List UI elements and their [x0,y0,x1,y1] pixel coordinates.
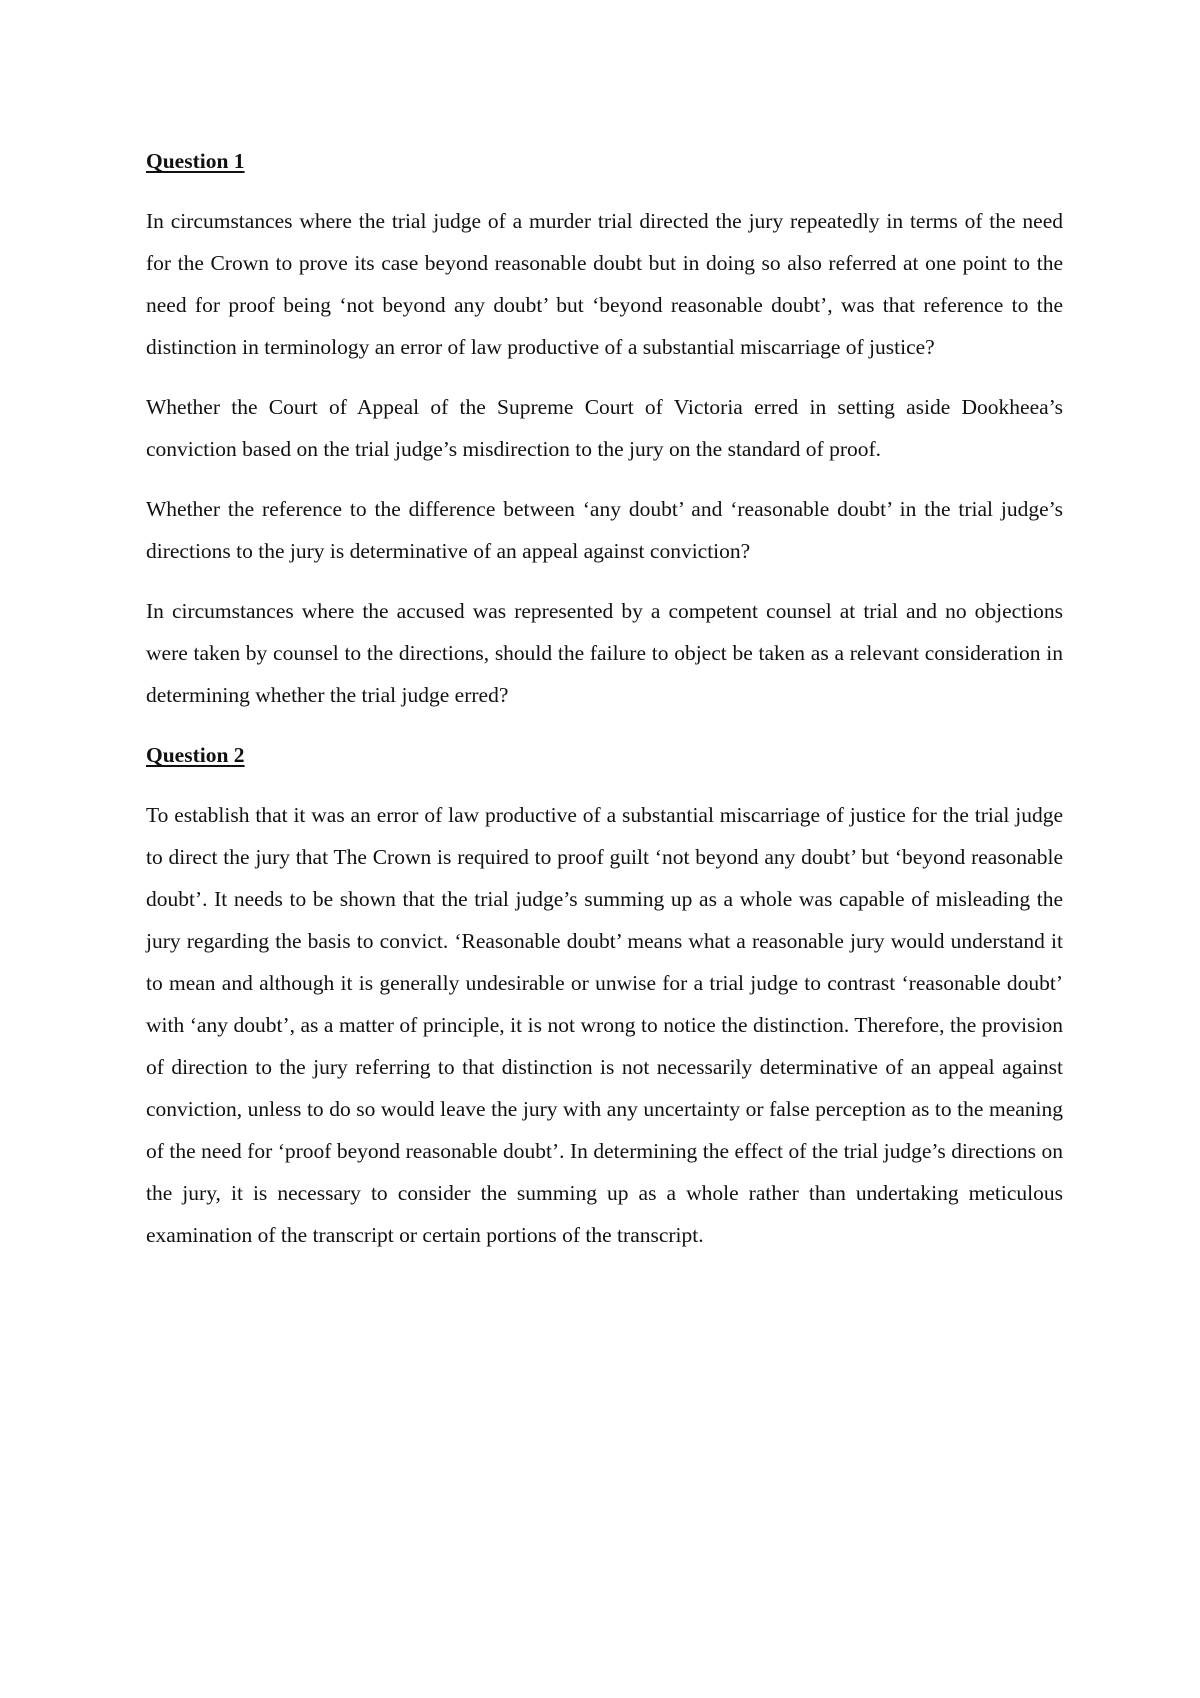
question-1-paragraph-3: Whether the reference to the difference between ‘any doubt’ and ‘reasonable doubt’ in the trial judge’s directions to the jury is determinative of an appeal against conviction? [146,497,1063,563]
question-2-paragraph-1: To establish that it was an error of law productive of a substantial miscarriage of justice for the trial judge to direct the jury that The Crown is required to proof guilt ‘not beyond any doubt’ but ‘beyond reasonable doubt’. It needs to be shown that the trial judge’s summing up as a whole was capable of misleading the jury regarding the basis to convict. ‘Reasonable doubt’ means what a reasonable jury would understand it to mean and although it is generally undesirable or unwise for a trial judge to contrast ‘reasonable doubt’ with ‘any doubt’, as a matter of principle, it is not wrong to notice the distinction. Therefore, the provision of direction to the jury referring to that distinction is not necessarily determinative of an appeal against conviction, unless to do so would leave the jury with any uncertainty or false perception as to the meaning of the need for ‘proof beyond reasonable doubt’. In determining the effect of the trial judge’s directions on the jury, it is necessary to consider the summing up as a whole rather than undertaking meticulous examination of the transcript or certain portions of the transcript. [146,803,1063,1247]
question-2-heading: Question 2 [146,743,245,767]
question-1-paragraph-1: In circumstances where the trial judge of a murder trial directed the jury repeatedly in terms of the need for the Crown to prove its case beyond reasonable doubt but in doing so also referred at one point to the need for proof being ‘not beyond any doubt’ but ‘beyond reasonable doubt’, was that reference to the distinction in terminology an error of law productive of a substantial miscarriage of justice? [146,209,1063,359]
question-1-paragraph-2: Whether the Court of Appeal of the Supreme Court of Victoria erred in setting aside Dookheea’s conviction based on the trial judge’s misdirection to the jury on the standard of proof. [146,395,1063,461]
question-1-paragraph-4: In circumstances where the accused was represented by a competent counsel at trial and no objections were taken by counsel to the directions, should the failure to object be taken as a relevant consideration in determining whether the trial judge erred? [146,599,1063,707]
question-1-heading: Question 1 [146,149,245,173]
document-body [146,140,1063,1274]
